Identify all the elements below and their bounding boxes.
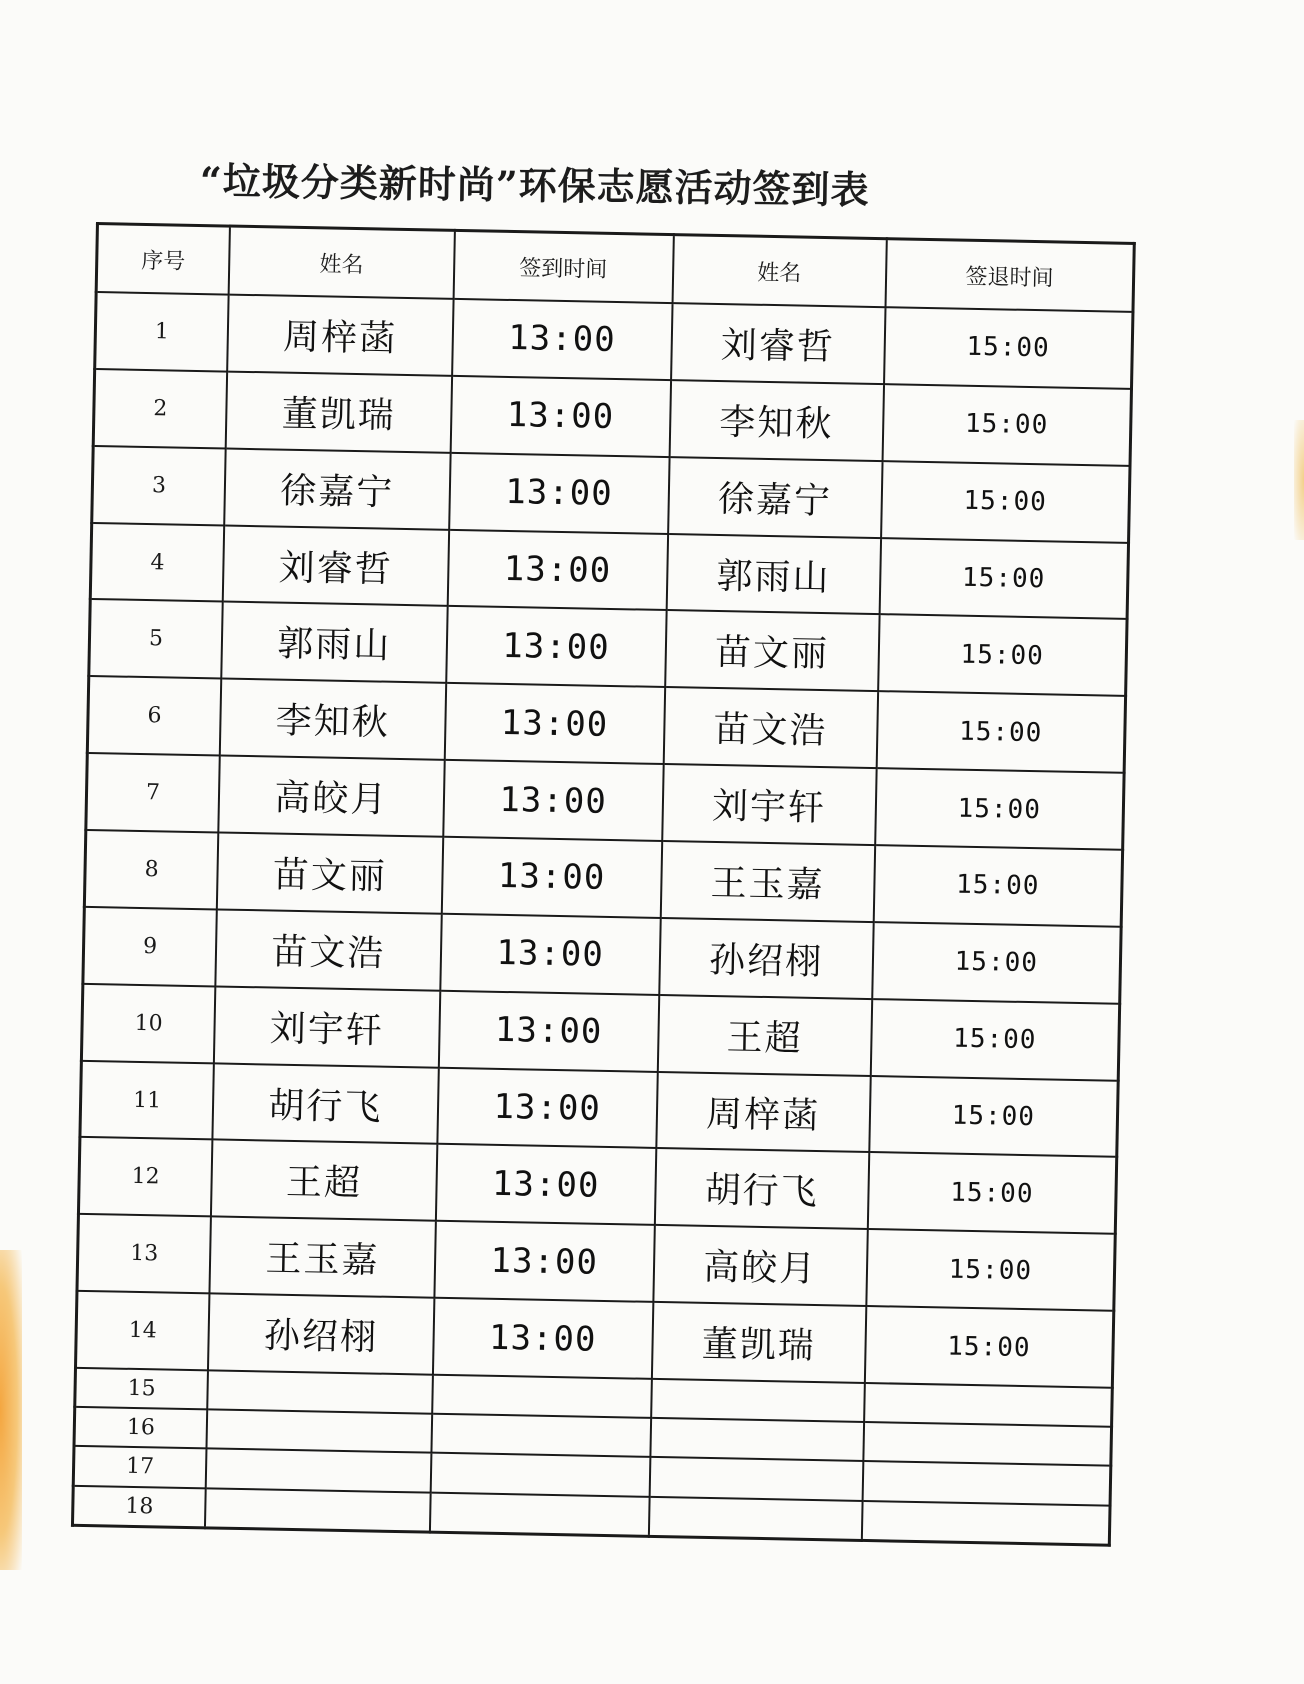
- signout-time: [862, 1500, 1110, 1545]
- paper-edge-shadow-right: [1294, 420, 1304, 540]
- signout-time: 15:00: [866, 1229, 1115, 1311]
- signin-time: 13:00: [437, 1067, 657, 1148]
- row-index: 15: [75, 1368, 208, 1410]
- signin-name: [205, 1488, 430, 1532]
- signout-name: 王玉嘉: [660, 841, 875, 922]
- signin-name: 高皎月: [218, 756, 444, 837]
- row-index: 10: [81, 984, 215, 1063]
- signout-time: 15:00: [881, 461, 1130, 543]
- signout-name: 徐嘉宁: [668, 457, 883, 538]
- signout-name: 王超: [657, 995, 872, 1076]
- header-time-out: 签退时间: [885, 239, 1134, 312]
- signout-name: 刘睿哲: [671, 303, 886, 384]
- signout-time: 15:00: [870, 999, 1119, 1081]
- row-index: 4: [90, 523, 224, 602]
- signin-table: [71, 222, 1136, 1547]
- signout-name: 苗文浩: [663, 687, 878, 768]
- signin-time: 13:00: [449, 453, 669, 534]
- signin-name: 苗文丽: [217, 832, 443, 913]
- signout-time: 15:00: [884, 307, 1133, 389]
- signin-time: 13:00: [446, 606, 666, 687]
- signout-time: 15:00: [875, 768, 1124, 850]
- row-index: 14: [75, 1291, 209, 1370]
- signout-time: [862, 1461, 1110, 1505]
- signin-time: 13:00: [433, 1298, 653, 1379]
- signout-name: 周梓菡: [656, 1072, 871, 1153]
- row-index: 8: [84, 830, 218, 909]
- signin-name: 李知秋: [220, 679, 446, 760]
- signout-name: 高皎月: [653, 1225, 868, 1306]
- signin-sheet: [71, 222, 1136, 1547]
- signin-name: 王超: [211, 1140, 437, 1221]
- signout-time: 15:00: [865, 1306, 1114, 1388]
- signout-name: 胡行飞: [654, 1148, 869, 1229]
- row-index: 3: [92, 446, 226, 525]
- signin-name: 徐嘉宁: [224, 448, 450, 529]
- signout-time: 15:00: [879, 538, 1128, 620]
- signin-name: 孙绍栩: [208, 1294, 434, 1375]
- signout-time: 15:00: [878, 615, 1127, 697]
- signin-name: 苗文浩: [215, 909, 441, 990]
- signin-time: 13:00: [452, 299, 672, 380]
- signin-name: 刘宇轩: [214, 986, 440, 1067]
- signin-name: 郭雨山: [221, 602, 447, 683]
- signin-name: 胡行飞: [212, 1063, 438, 1144]
- page-title: “垃圾分类新时尚”环保志愿活动签到表: [199, 158, 870, 213]
- header-index: 序号: [96, 224, 230, 295]
- signin-time: 13:00: [441, 837, 661, 918]
- signout-name: [650, 1418, 864, 1461]
- signin-name: [207, 1370, 432, 1413]
- row-index: 9: [83, 907, 217, 986]
- signout-name: 李知秋: [669, 380, 884, 461]
- signout-name: 董凯瑞: [651, 1302, 866, 1383]
- row-index: 17: [73, 1446, 206, 1488]
- signout-name: [649, 1457, 863, 1500]
- signin-time: [431, 1414, 651, 1457]
- signout-time: 15:00: [872, 922, 1121, 1004]
- signin-time: [432, 1375, 652, 1418]
- signout-time: [863, 1422, 1111, 1466]
- header-name-out: 姓名: [672, 235, 886, 308]
- signin-name: 刘睿哲: [223, 525, 449, 606]
- signout-time: 15:00: [876, 691, 1125, 773]
- signin-time: 13:00: [439, 990, 659, 1071]
- signout-time: [864, 1383, 1112, 1427]
- signin-time: 13:00: [443, 760, 663, 841]
- signout-time: 15:00: [868, 1152, 1117, 1234]
- paper-edge-shadow: [0, 1250, 22, 1570]
- signin-time: 13:00: [444, 683, 664, 764]
- signin-time: 13:00: [440, 914, 660, 995]
- row-index: 1: [95, 292, 229, 371]
- signin-name: 董凯瑞: [226, 371, 452, 452]
- signin-time: 13:00: [450, 376, 670, 457]
- signin-time: 13:00: [447, 529, 667, 610]
- row-index: 16: [74, 1407, 207, 1449]
- row-index: 7: [86, 753, 220, 832]
- row-index: 5: [89, 599, 223, 678]
- row-index: 11: [80, 1060, 214, 1139]
- signin-name: 周梓菡: [227, 295, 453, 376]
- header-time-in: 签到时间: [453, 230, 673, 303]
- header-name-in: 姓名: [229, 226, 455, 299]
- signout-name: [648, 1496, 862, 1540]
- row-index: 2: [93, 369, 227, 448]
- signout-time: 15:00: [882, 384, 1131, 466]
- signin-time: 13:00: [434, 1221, 654, 1302]
- signout-name: 郭雨山: [666, 534, 881, 615]
- signin-time: [430, 1492, 650, 1536]
- signin-name: [206, 1410, 431, 1453]
- signout-name: [651, 1379, 865, 1422]
- signin-name: 王玉嘉: [209, 1217, 435, 1298]
- signin-time: [430, 1453, 650, 1496]
- signout-name: 孙绍栩: [659, 918, 874, 999]
- row-index: 12: [78, 1137, 212, 1216]
- signout-time: 15:00: [873, 845, 1122, 927]
- signout-name: 苗文丽: [665, 610, 880, 691]
- signin-name: [206, 1449, 431, 1492]
- signin-time: 13:00: [436, 1144, 656, 1225]
- signout-name: 刘宇轩: [662, 764, 877, 845]
- row-index: 6: [87, 676, 221, 755]
- row-index: 13: [77, 1214, 211, 1293]
- signout-time: 15:00: [869, 1076, 1118, 1158]
- row-index: 18: [72, 1485, 205, 1528]
